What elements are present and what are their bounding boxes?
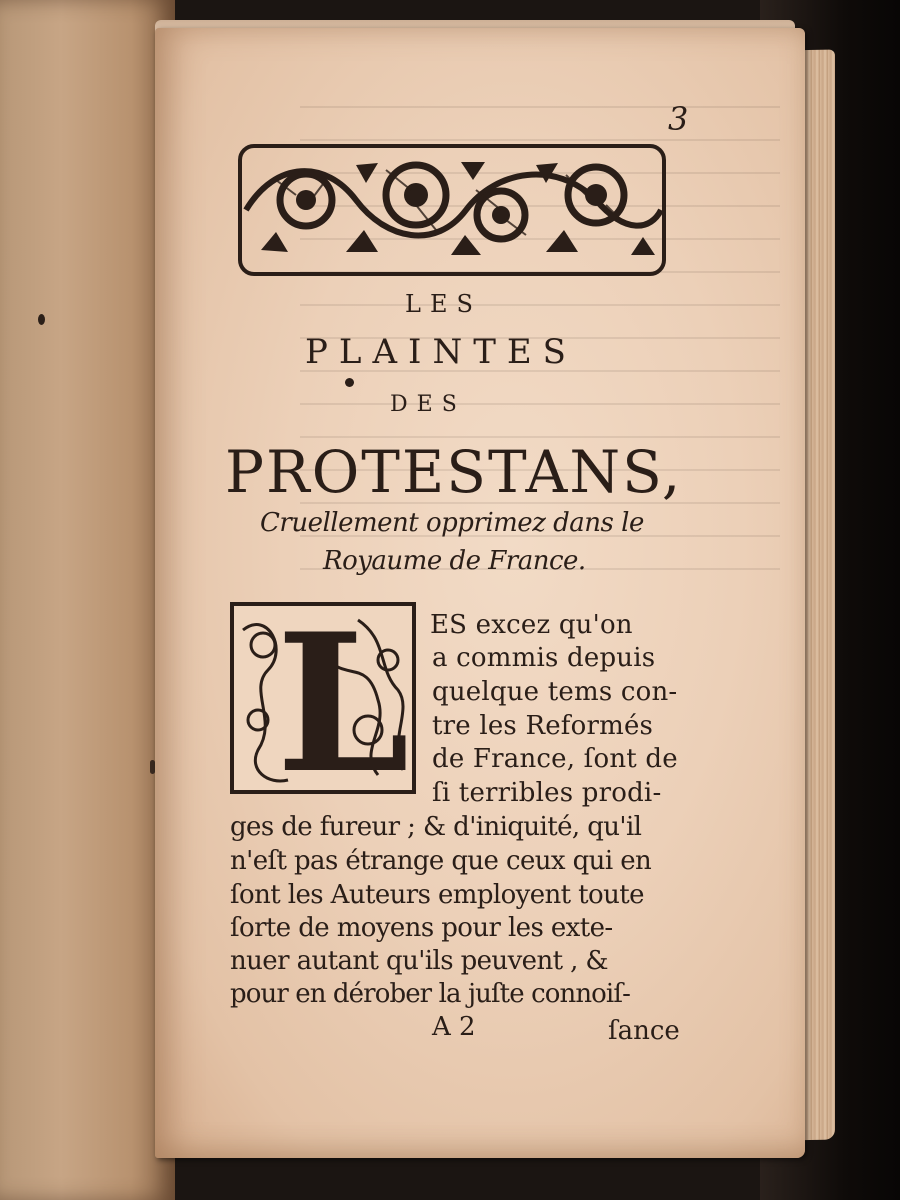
body-line-4: tre les Reformés [432, 711, 654, 741]
body-line-3: quelque tems con- [432, 677, 678, 707]
cover-stain [38, 314, 45, 325]
left-cover-board [0, 0, 175, 1200]
title-line-les: LES [405, 290, 482, 318]
drop-cap-letter: L [276, 600, 410, 796]
body-line-10: ſorte de moyens pour les exte- [230, 913, 613, 943]
ink-dot [345, 378, 354, 387]
subtitle-line-1: Cruellement opprimez dans le [260, 508, 644, 538]
title-line-plaintes: PLAINTES [305, 332, 577, 372]
body-line-8: n'eſt pas étrange que ceux qui en [230, 846, 652, 876]
decorated-initial-L-icon [228, 600, 418, 796]
title-line-protestans: PROTESTANS, [225, 438, 683, 506]
floral-woodcut-headpiece-icon [236, 140, 668, 280]
subtitle-line-2: Royaume de France. [323, 546, 586, 576]
body-line-7: ges de fureur ; & d'iniquité, qu'il [230, 812, 642, 842]
title-line-des: DES [390, 392, 466, 417]
signature-mark: A 2 [432, 1012, 476, 1042]
body-line-9: ſont les Auteurs employent toute [230, 880, 644, 910]
body-line-11: nuer autant qu'ils peuvent , & [230, 946, 608, 976]
page-number: 3 [668, 100, 689, 138]
body-line-1: ES excez qu'on [430, 610, 633, 640]
body-line-5: de France, ſont de [432, 744, 678, 774]
catchword: ſance [608, 1016, 680, 1046]
body-line-12: pour en dérober la juſte connoiſ- [230, 979, 630, 1009]
body-line-6: ſi terribles prodi- [432, 778, 662, 808]
body-line-2: a commis depuis [432, 643, 656, 673]
